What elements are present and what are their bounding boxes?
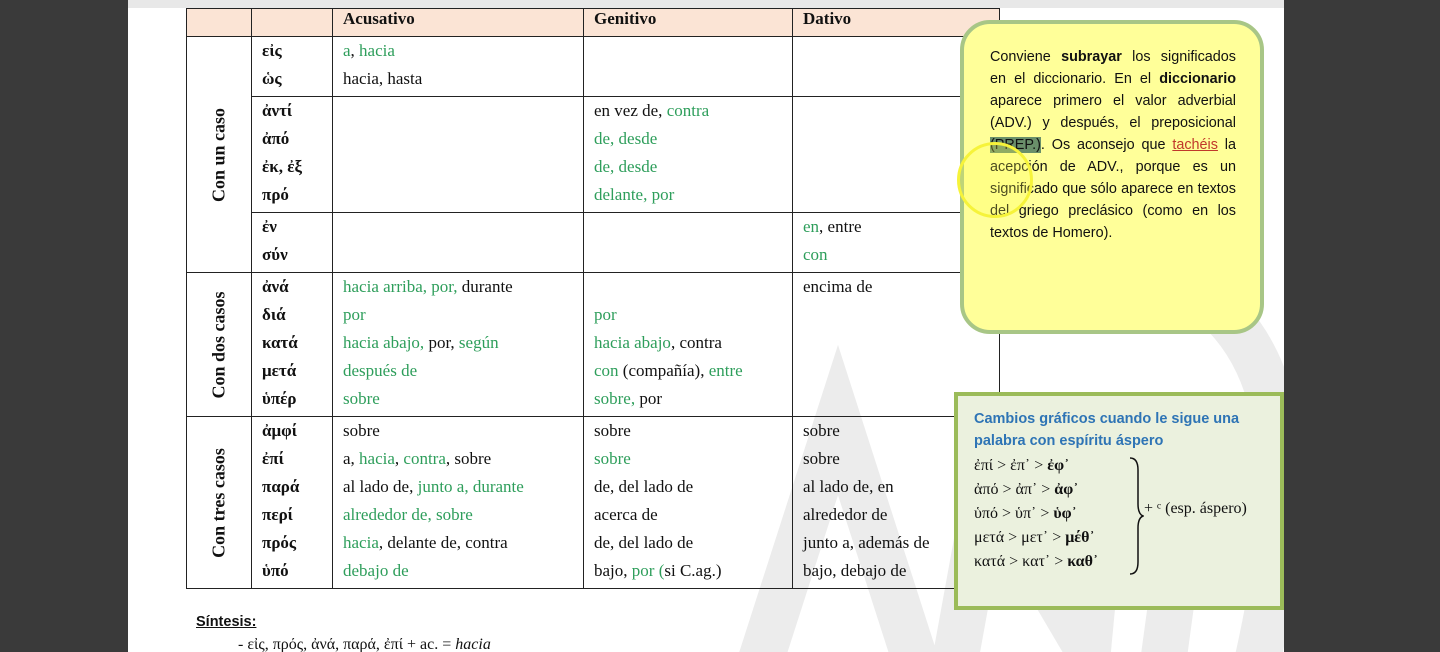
note-segment: . Os aconsejo que: [1040, 137, 1173, 153]
text-segment: acerca de: [594, 505, 658, 524]
note-segment: aparece primero el valor adverbial (ADV.) y después, el preposicional: [990, 93, 1236, 131]
preposition: ἀντί: [262, 101, 293, 120]
cell-line: [343, 420, 583, 448]
cell-line: [594, 304, 792, 332]
cell-line: [594, 448, 792, 476]
text-segment: sobre,: [594, 389, 640, 408]
text-segment: sobre: [594, 421, 631, 440]
cell-line: [594, 244, 792, 272]
cell-line: [262, 448, 332, 476]
text-segment: hacia, hasta: [343, 69, 423, 88]
table-row: [187, 417, 1000, 589]
text-segment: junto a, durante: [417, 477, 524, 496]
cell-gen: [584, 213, 793, 273]
text-segment: hacia: [359, 449, 395, 468]
cell-line: [343, 532, 583, 560]
text-segment: por: [594, 305, 617, 324]
cell-gen: [584, 97, 793, 213]
text-segment: de, desde: [594, 129, 658, 148]
cell-line: [343, 156, 583, 184]
preposition: παρά: [262, 477, 300, 496]
cell-stack: [252, 213, 332, 272]
cell-line: [343, 216, 583, 244]
cell-stack: [584, 417, 792, 588]
preposition: περί: [262, 505, 293, 524]
text-segment: a: [343, 41, 351, 60]
cell-line: [262, 276, 332, 304]
cell-stack: [333, 213, 583, 272]
cell-line: [262, 532, 332, 560]
text-segment: hacia arriba, por,: [343, 277, 462, 296]
cell-line: [262, 360, 332, 388]
cell-prep: [252, 97, 333, 213]
cell-line: [594, 128, 792, 156]
change-sequence: ἀπό > ἀπ᾽ >: [974, 481, 1055, 498]
text-segment: hacia abajo: [594, 333, 671, 352]
preposition: ἐκ, ἐξ: [262, 157, 303, 176]
prepositions-table-body: [187, 37, 1000, 589]
note-segment: (PREP.): [990, 137, 1041, 153]
synthesis-line-prefix: - εἰς, πρός, ἀνά, παρά, ἐπί + ac. =: [238, 636, 456, 652]
cell-line: [803, 360, 999, 388]
text-segment: al lado de, en: [803, 477, 894, 496]
cell-prep: [252, 417, 333, 589]
table-header-row: [187, 9, 1000, 37]
header-acusativo: Acusativo: [333, 9, 584, 37]
preposition: μετά: [262, 361, 297, 380]
text-segment: (compañía),: [618, 361, 709, 380]
viewer-right-margin: [1284, 0, 1440, 652]
preposition: σύν: [262, 245, 288, 264]
group-label-cell: [187, 417, 252, 589]
preposition: ἐν: [262, 217, 277, 236]
note-segment: tachéis: [1172, 137, 1218, 153]
change-result: ἐφ᾽: [1047, 457, 1070, 474]
cell-ac: [333, 37, 584, 97]
group-label-cell: [187, 37, 252, 273]
cell-line: [594, 276, 792, 304]
text-segment: con: [594, 361, 619, 380]
note-segment: subrayar: [1061, 49, 1122, 65]
synthesis-line-value: hacia: [455, 636, 491, 652]
note-segment: la acepción de ADV., porque es un significado que sólo aparece en textos del griego preclásico (como en los textos de Homero).: [990, 137, 1237, 241]
group-label-cell: [187, 273, 252, 417]
cell-line: [262, 156, 332, 184]
cell-line: [594, 100, 792, 128]
header-dativo: Dativo: [793, 9, 1000, 37]
cell-stack: [584, 37, 792, 96]
text-segment: en vez de,: [594, 101, 667, 120]
graphic-change-row: [974, 550, 1098, 574]
change-result: ἀφ᾽: [1054, 481, 1079, 498]
text-segment: , entre: [819, 217, 862, 236]
cell-gen: [584, 273, 793, 417]
cell-gen: [584, 37, 793, 97]
group-label: Con un caso: [208, 107, 229, 202]
text-segment: ,: [394, 449, 404, 468]
document-page: [128, 0, 1284, 652]
rough-breathing-note: + ᶜ (esp. áspero): [1144, 500, 1247, 517]
cell-prep: [252, 37, 333, 97]
text-segment: ,: [350, 41, 360, 60]
cell-line: [343, 388, 583, 416]
text-segment: con: [803, 245, 828, 264]
cell-stack: [252, 273, 332, 416]
preposition: ἀπό: [262, 129, 290, 148]
text-segment: después de: [343, 361, 418, 380]
cell-line: [594, 360, 792, 388]
cell-line: [594, 388, 792, 416]
note-segment: Conviene: [990, 49, 1062, 65]
text-segment: debajo de: [343, 561, 409, 580]
header-empty-2: [252, 9, 333, 37]
table-row: [187, 213, 1000, 273]
synthesis-line: [238, 636, 491, 652]
text-segment: sobre: [343, 389, 380, 408]
text-segment: delante, por: [594, 185, 675, 204]
cell-line: [262, 304, 332, 332]
cell-stack: [333, 37, 583, 96]
preposition: ὑπέρ: [262, 389, 297, 408]
preposition: ἀνά: [262, 277, 289, 296]
text-segment: junto a, además de: [803, 533, 930, 552]
cell-line: [262, 420, 332, 448]
text-segment: , sobre: [445, 449, 492, 468]
cell-line: [594, 532, 792, 560]
note-text: [990, 49, 1236, 241]
change-result: μέθ᾽: [1065, 529, 1095, 546]
preposition: ὑπό: [262, 561, 289, 580]
preposition: πρός: [262, 533, 297, 552]
cell-line: [594, 40, 792, 68]
cell-line: [262, 332, 332, 360]
table-row: [187, 97, 1000, 213]
cell-line: [343, 128, 583, 156]
change-sequence: ἐπί > ἐπ᾽ >: [974, 457, 1048, 474]
viewer-left-margin: [0, 0, 128, 652]
header-empty-1: [187, 9, 252, 37]
cell-line: [343, 100, 583, 128]
preposition: πρό: [262, 185, 289, 204]
cell-line: [343, 476, 583, 504]
cell-line: [262, 216, 332, 244]
text-segment: sobre: [803, 449, 840, 468]
text-segment: por: [639, 389, 662, 408]
cell-line: [803, 332, 999, 360]
cell-line: [343, 560, 583, 588]
cell-line: [343, 40, 583, 68]
preposition: διά: [262, 305, 286, 324]
preposition: κατά: [262, 333, 298, 352]
cell-line: [262, 476, 332, 504]
text-segment: durante: [461, 277, 513, 296]
text-segment: sobre: [594, 449, 631, 468]
table-row: [187, 37, 1000, 97]
cell-stack: [584, 213, 792, 272]
cell-prep: [252, 273, 333, 417]
cell-line: [262, 184, 332, 212]
cell-stack: [584, 97, 792, 212]
text-segment: a,: [343, 449, 360, 468]
graphic-change-row: [974, 478, 1098, 502]
preposition: εἰς: [262, 41, 282, 60]
group-label: Con tres casos: [208, 447, 229, 558]
cell-ac: [333, 273, 584, 417]
text-segment: alrededor de, sobre: [343, 505, 473, 524]
text-segment: según: [458, 333, 499, 352]
cell-line: [594, 68, 792, 96]
group-label: Con dos casos: [208, 290, 229, 399]
text-segment: contra: [666, 101, 710, 120]
cell-line: [343, 332, 583, 360]
cell-line: [262, 560, 332, 588]
cell-line: [343, 304, 583, 332]
cell-line: [262, 244, 332, 272]
text-segment: , contra: [670, 333, 722, 352]
cell-line: [594, 420, 792, 448]
graphic-changes-title: Cambios gráficos cuando le sigue una palabra con espíritu áspero: [974, 411, 1240, 449]
cell-line: [343, 360, 583, 388]
cell-line: [594, 156, 792, 184]
prepositions-table: [186, 8, 1000, 589]
cell-stack: [333, 273, 583, 416]
change-sequence: μετά > μετ᾽ >: [974, 529, 1066, 546]
cell-prep: [252, 213, 333, 273]
graphic-changes-box: [954, 392, 1284, 610]
change-sequence: κατά > κατ᾽ >: [974, 553, 1068, 570]
cell-line: [343, 448, 583, 476]
text-segment: por (: [631, 561, 665, 580]
page-top-edge: [128, 0, 1284, 8]
text-segment: de, del lado de: [594, 533, 694, 552]
cell-gen: [584, 417, 793, 589]
text-segment: por,: [428, 333, 459, 352]
header-genitivo: Genitivo: [584, 9, 793, 37]
cell-line: [594, 476, 792, 504]
cell-line: [343, 68, 583, 96]
cell-ac: [333, 97, 584, 213]
text-segment: sobre: [343, 421, 380, 440]
text-segment: bajo,: [594, 561, 632, 580]
cell-line: [343, 244, 583, 272]
cell-line: [594, 184, 792, 212]
graphic-changes-list: [974, 454, 1098, 574]
text-segment: bajo, debajo de: [803, 561, 907, 580]
cell-line: [262, 68, 332, 96]
cell-line: [343, 184, 583, 212]
cell-stack: [333, 97, 583, 212]
cell-line: [594, 560, 792, 588]
cell-line: [262, 504, 332, 532]
cell-line: [343, 504, 583, 532]
cell-stack: [584, 273, 792, 416]
text-segment: hacia: [359, 41, 395, 60]
cell-ac: [333, 417, 584, 589]
change-result: ὑφ᾽: [1053, 505, 1077, 522]
cell-line: [262, 40, 332, 68]
preposition: ὡς: [262, 69, 282, 88]
text-segment: , delante de, contra: [378, 533, 508, 552]
cell-stack: [333, 417, 583, 588]
cell-line: [594, 504, 792, 532]
cell-line: [262, 128, 332, 156]
text-segment: por: [343, 305, 366, 324]
note-segment: diccionario: [1159, 71, 1236, 87]
text-segment: al lado de,: [343, 477, 418, 496]
cell-ac: [333, 213, 584, 273]
text-segment: contra: [403, 449, 446, 468]
text-segment: sobre: [803, 421, 840, 440]
preposition: ἀμφί: [262, 421, 298, 440]
cell-line: [262, 388, 332, 416]
cell-line: [594, 216, 792, 244]
cell-stack: [252, 97, 332, 212]
change-result: καθ᾽: [1067, 553, 1099, 570]
text-segment: hacia abajo,: [343, 333, 429, 352]
graphic-change-row: [974, 526, 1098, 550]
text-segment: en: [803, 217, 820, 236]
change-sequence: ὑπό > ὑπ᾽ >: [974, 505, 1054, 522]
graphic-change-row: [974, 454, 1098, 478]
text-segment: encima de: [803, 277, 873, 296]
cursor-highlight: [957, 142, 1033, 218]
cell-line: [594, 332, 792, 360]
synthesis-title: Síntesis:: [196, 614, 257, 630]
preposition: ἐπί: [262, 449, 284, 468]
text-segment: de, desde: [594, 157, 658, 176]
text-segment: si C.ag.): [664, 561, 722, 580]
table-row: [187, 273, 1000, 417]
cell-line: [262, 100, 332, 128]
text-segment: entre: [708, 361, 743, 380]
text-segment: de, del lado de: [594, 477, 694, 496]
cell-stack: [252, 417, 332, 588]
cell-line: [343, 276, 583, 304]
text-segment: hacia: [343, 533, 379, 552]
text-segment: alrededor de: [803, 505, 888, 524]
right-brace-icon: [1128, 456, 1144, 576]
cell-stack: [252, 37, 332, 96]
graphic-change-row: [974, 502, 1098, 526]
note-segment: los significados en el diccionario. En el: [990, 49, 1236, 87]
